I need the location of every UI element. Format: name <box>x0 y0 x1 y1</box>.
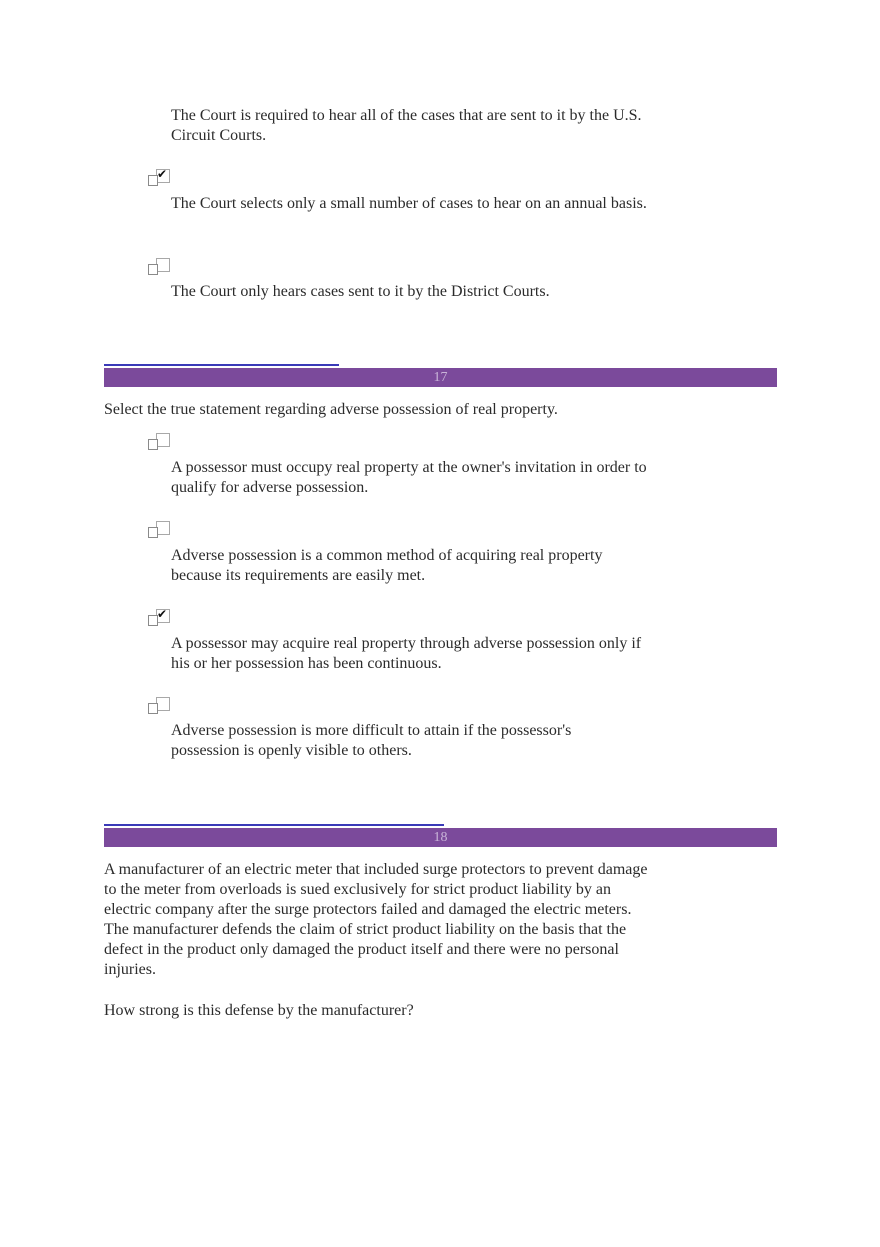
question-number-bar: 18 <box>104 828 777 847</box>
checkbox-box-icon <box>148 527 158 538</box>
q17-option-1-text: A possessor must occupy real property at the owner's invitation in order to qualify for adverse possession. <box>171 459 647 496</box>
checkbox-box-icon <box>148 703 158 714</box>
q16-option-2-text: The Court selects only a small number of cases to hear on an annual basis. <box>171 195 647 212</box>
checkbox-box-icon <box>156 521 170 535</box>
q17-option-2-checkbox[interactable] <box>147 521 171 539</box>
q16-option-1-text: The Court is required to hear all of the cases that are sent to it by the U.S. Circuit Courts. <box>171 107 642 144</box>
q17-option-4-checkbox[interactable] <box>147 697 171 715</box>
q17-option-1-checkbox[interactable] <box>147 433 171 451</box>
checkbox-box-icon <box>148 264 158 275</box>
question-divider <box>104 824 444 826</box>
q17-option-2-text: Adverse possession is a common method of acquiring real property because its requirements are easily met. <box>171 547 603 584</box>
q16-option-3-text: The Court only hears cases sent to it by the District Courts. <box>171 283 550 300</box>
q17-option-3-text: A possessor may acquire real property through adverse possession only if his or her possession has been continuous. <box>171 635 642 672</box>
checkbox-box-icon <box>156 697 170 711</box>
q17-option-4-text: Adverse possession is more difficult to attain if the possessor's possession is openly visible to others. <box>171 722 572 759</box>
q16-option-2-checkbox[interactable] <box>147 169 171 187</box>
question-number-bar: 17 <box>104 368 777 387</box>
checkbox-box-icon <box>148 439 158 450</box>
checkmark-icon: ✔ <box>157 167 168 181</box>
q17-option-3-checkbox[interactable] <box>147 609 171 627</box>
checkbox-box-icon <box>156 258 170 272</box>
question-divider <box>104 364 339 366</box>
q18-prompt: How strong is this defense by the manufacturer? <box>104 1002 414 1019</box>
q18-stem: A manufacturer of an electric meter that included surge protectors to prevent damage to the meter from overloads is sued exclusively for strict product liability by an electric company after the surge protectors failed and damaged the electric meters. The manufacturer defends the claim of strict product liability on the basis that the defect in the product only damaged the product itself and there were no personal injuries. <box>104 861 648 978</box>
q16-option-3-checkbox[interactable] <box>147 258 171 276</box>
checkbox-box-icon <box>156 433 170 447</box>
checkmark-icon: ✔ <box>157 607 168 621</box>
q17-stem: Select the true statement regarding adverse possession of real property. <box>104 401 558 418</box>
